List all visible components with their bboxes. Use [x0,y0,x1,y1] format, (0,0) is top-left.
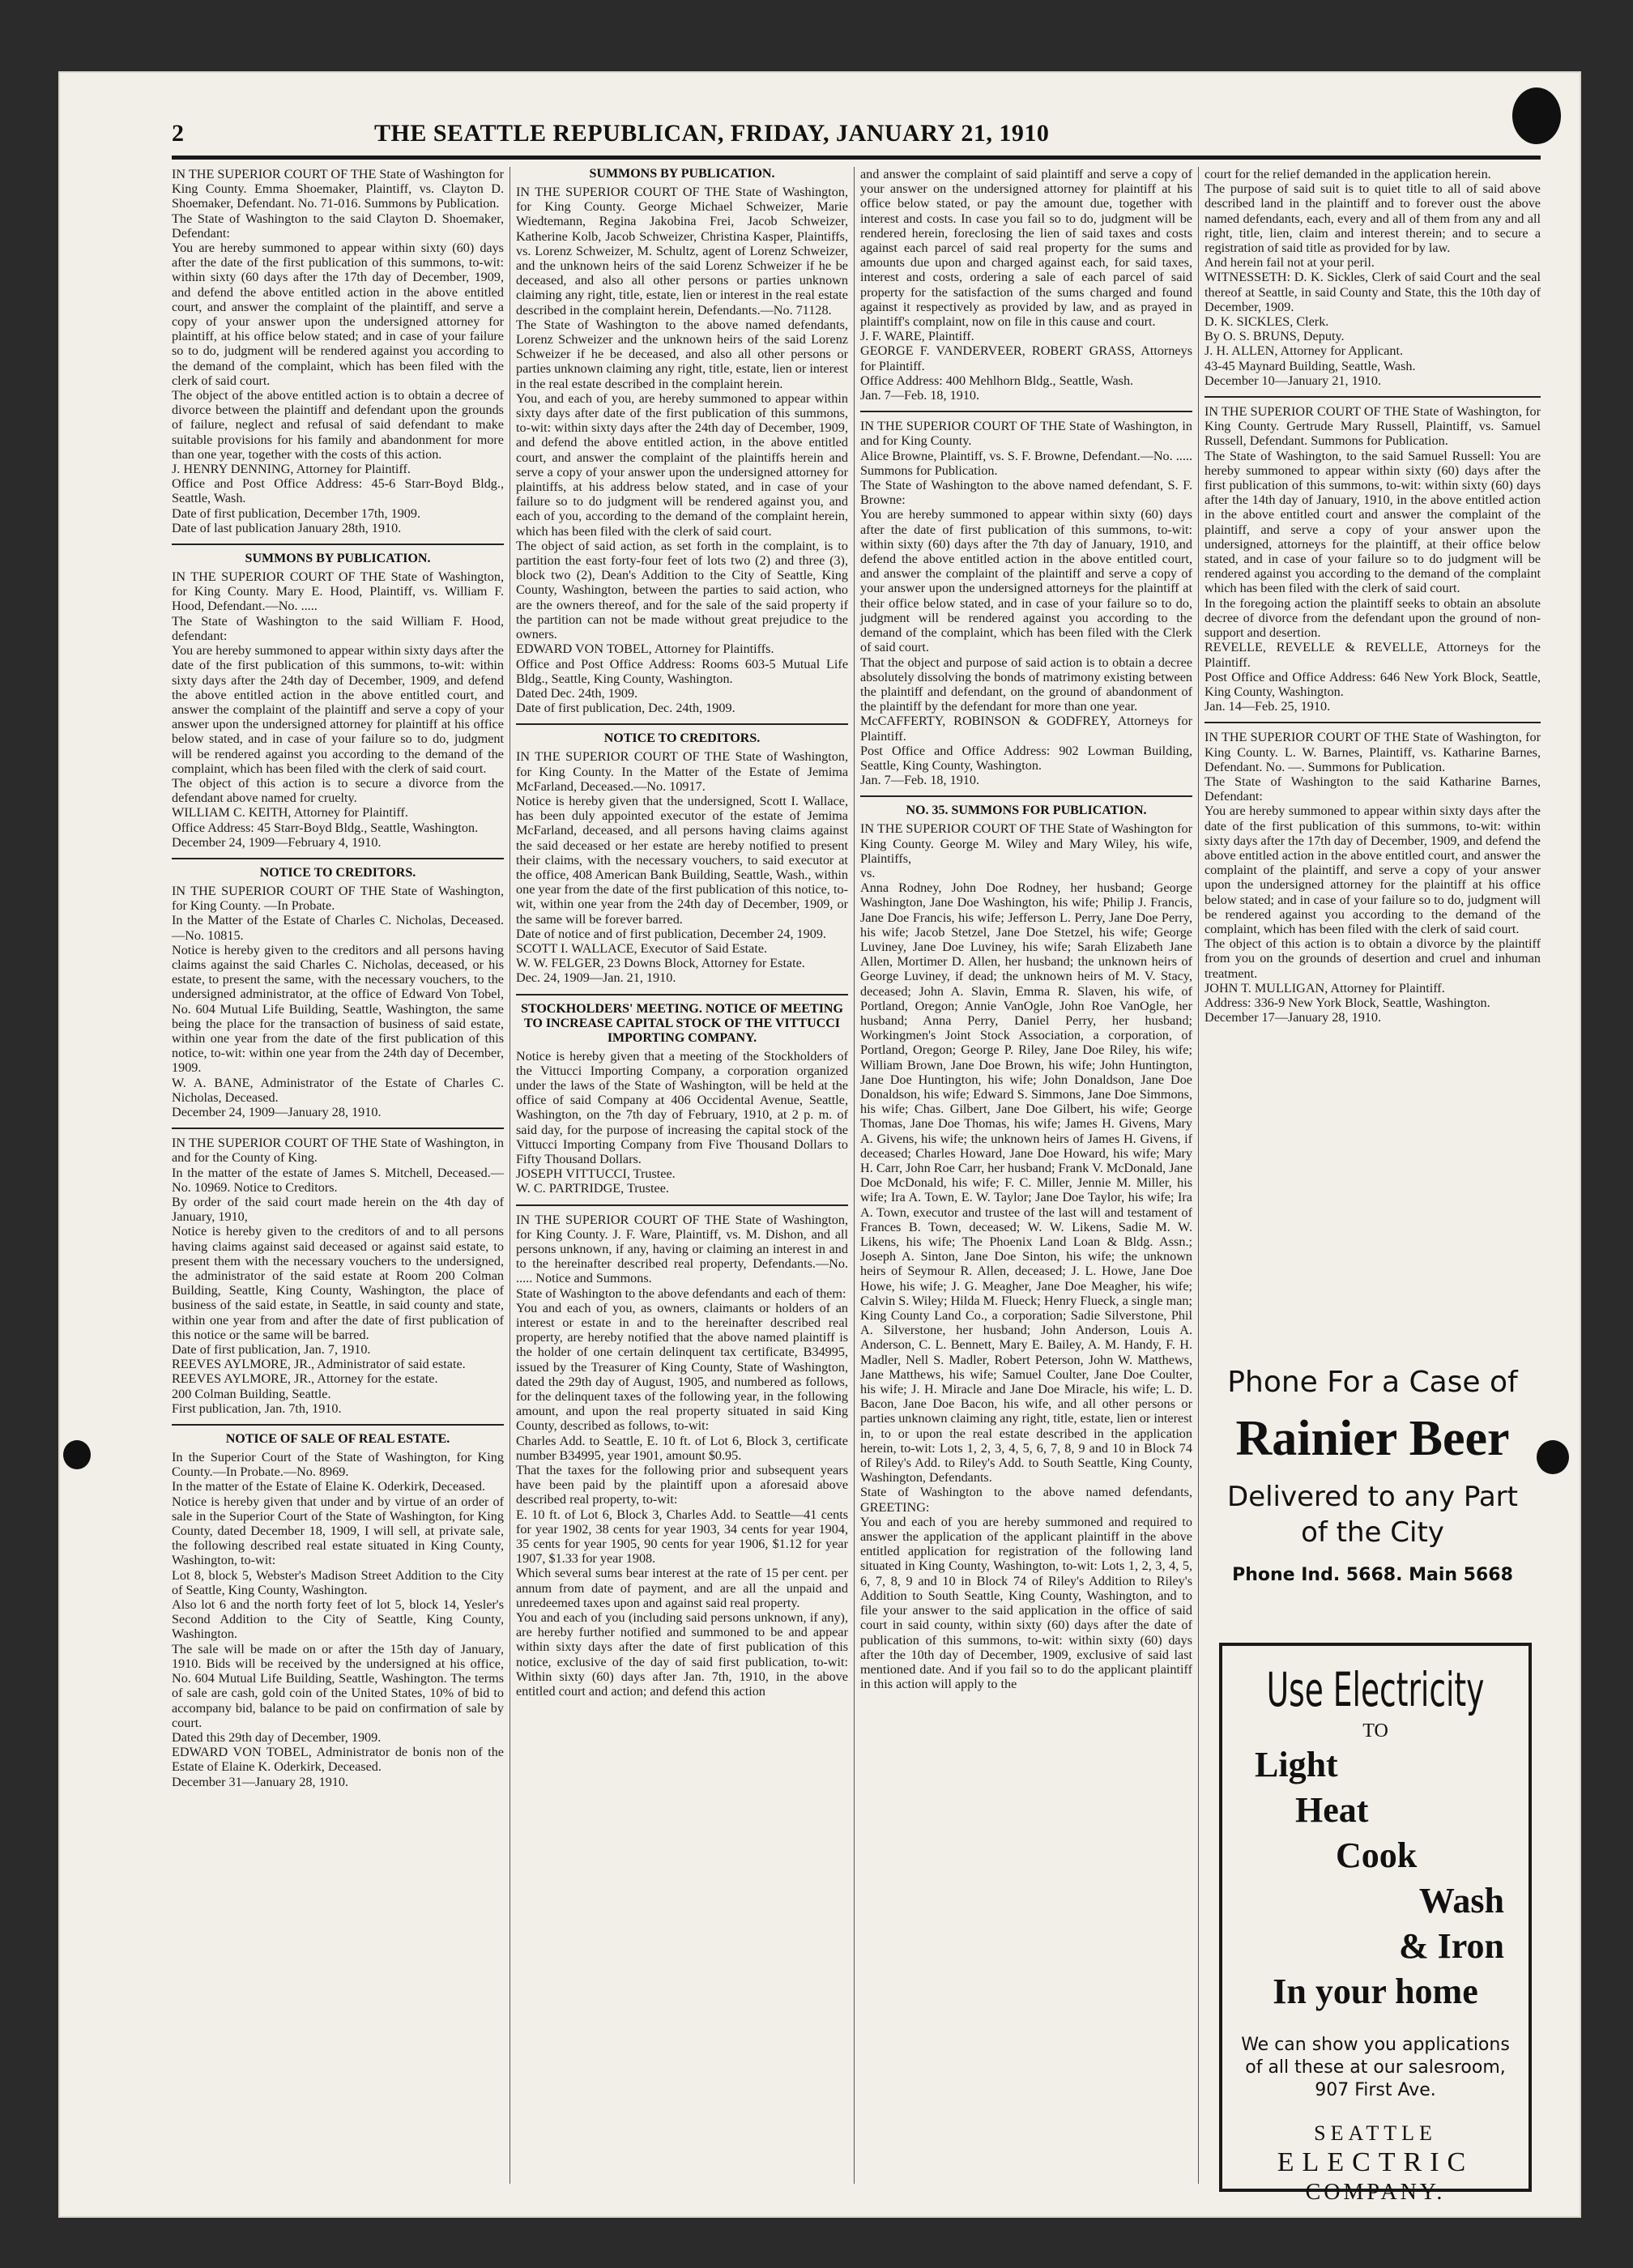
ad-word: In your home [1273,1972,1478,2011]
notice-separator [172,544,504,545]
column-divider [854,167,855,2184]
notice-heading: SUMMONS BY PUBLICATION. [589,167,775,181]
seattle-electric-ad [1219,1643,1532,2205]
ink-blot [1537,1440,1569,1474]
notice-separator [516,994,848,995]
notice-heading: STOCKHOLDERS' MEETING. NOTICE OF MEETING TO INCREASE CAPITAL STOCK OF THE VITTUCCI IMPORTING COMPANY. [521,1001,843,1045]
notice-heading: NOTICE TO CREDITORS. [603,731,761,746]
notice-separator [172,1424,504,1426]
notice-separator [172,1128,504,1129]
legal-notice: and answer the complaint of said plaintiff and serve a copy of your answer on the undersigned attorney for plaintiff at his office below stated, or pay the amount due, together with interest and costs. In case you fail so to do, judgment will be rendered herein, foreclosing the lien of said taxes and costs against each parcel of said real property for the sums and amounts due upon and charged against each, for said taxes, interest and costs, ordering a sale of each parcel of said property for the satisfaction of the sums charged and found against it respectively as provided by law, and as prayed in plaintiff's complaint, now on file in this cause and court. J. F. WARE, Plaintiff. GEORGE F. VANDERVEER, ROBERT GRASS, Attorneys for Plaintiff. Office Address: 400 Mehlhorn Bldg., Seattle, Wash. Jan. 7—Feb. 18, 1910. [860,167,1192,403]
column-4-notices [1204,167,1541,1341]
ad-body: We can show you applications of all these at our salesroom, 907 First Ave. [1241,2035,1510,2100]
newspaper-page [58,71,1581,2218]
ad-word: Heat [1295,1790,1369,1830]
ad-headline: Use Electricity [1266,1662,1485,1717]
legal-notice: IN THE SUPERIOR COURT OF THE State of Washington, for King County. J. F. Ware, Plaintiff, vs. M. Dishon, and all persons unknown, if any, having or claiming an interest in and to the hereinafter described real property, Defendants.—No. ..... Notice and Summons. State of Washington to the above defendants and each of them: You and each of you, as owners, claimants or holders of an interest or estate in and to the hereinafter described real property, are hereby notified that the above named plaintiff is the holder of one certain delinquent tax certificate, B34995, issued by the Treasurer of King County, State of Washington, dated the 29th day of August, 1905, and numbered as follows, for the delinquent taxes of the following year, in the following amount, and upon the real property situated in said King County, described as follows, to-wit: Charles Add. to Seattle, E. 10 ft. of Lot 6, Block 3, certificate number B34995, year 1901, amount $0.95. That the taxes for the following prior and subsequent years have been paid by the plaintiff upon a aforesaid above described real property, to-wit: E. 10 ft. of Lot 6, Block 3, Charles Add. to Seattle—41 cents for year 1902, 38 cents for year 1903, 34 cents for year 1904, 35 cents for year 1905, 90 cents for year 1906, $1.12 for year 1907, $1.33 for year 1908. Which several sums bear interest at the rate of 15 per cent. per annum from date of payment, and are all the unpaid and unredeemed taxes upon and against said real property. You and each of you (including said persons unknown, if any), are hereby further notified and summoned to be and appear within sixty days after the date of first publication of this notice, exclusive of the day of said first publication, to-wit: Within sixty (60) days after Jan. 7th, 1910, in the above entitled court and action; and defend this action [516,1212,848,1699]
notice-separator [860,795,1192,797]
notice-heading: NOTICE OF SALE OF REAL ESTATE. [225,1432,450,1447]
legal-notice: IN THE SUPERIOR COURT OF THE State of Washington, in and for King County. Alice Browne, Plaintiff, vs. S. F. Browne, Defendant.—No. ..... Summons for Publication. The State of Washington to the above named defendant, S. F. Browne: You are hereby summoned to appear within sixty (60) days after the date of first publication of this summons, to-wit: within sixty (60) days after the 7th day of January, 1910, and defend the above entitled action in the above entitled court, and answer the complaint of the plaintiff and serve a copy of your answer upon the undersigned attorneys for the plaintiff at their office below stated, and in case of your failure so to do, judgment will be rendered against you according to the demand of the complaint, which has been filed with the Clerk of said court. That the object and purpose of said action is to obtain a decree absolutely dissolving the bonds of matrimony existing between the plaintiff and defendant, on the ground of abandonment of the plaintiff by the defendant for more than one year. McCAFFERTY, ROBINSON & GODFREY, Attorneys for Plaintiff. Post Office and Office Address: 902 Lowman Building, Seattle, King County, Washington. Jan. 7—Feb. 18, 1910. [860,419,1192,788]
legal-notice: IN THE SUPERIOR COURT OF THE State of Washington, for King County. —In Probate. In the Matter of the Estate of Charles C. Nicholas, Deceased.—No. 10815. Notice is hereby given to the creditors and all persons having claims against the said Charles C. Nicholas, deceased, or his estate, to present the same, with the necessary vouchers, to the undersigned administrator, at the office of Edward Von Tobel, No. 604 Mutual Life Building, Seattle, Washington, the same being the place for the transaction of business of said estate, within one year from the date of the first publication of this notice, to-wit: within one year from the 24th day of December, 1909. W. A. BANE, Administrator of the Estate of Charles C. Nicholas, Deceased. December 24, 1909—January 28, 1910. [172,883,504,1119]
masthead-rule [172,156,1541,160]
notice-separator [860,411,1192,412]
ad-line: Delivered to any Part [1227,1481,1518,1513]
legal-notice: IN THE SUPERIOR COURT OF THE State of Washington, for King County. L. W. Barnes, Plaintiff, vs. Katharine Barnes, Defendant. No. —. Summons for Publication. The State of Washington to the said Katharine Barnes, Defendant: You are hereby summoned to appear within sixty days after the date of the first publication of this summons, to-wit: within sixty days after the 17th day of December, 1909, and defend the above entitled action in the above entitled court, and answer the complaint of the plaintiff, and serve a copy of your answer upon the undersigned attorney for the plaintiff at his office below stated; and in case of your failure so to do, judgment will be rendered against you according to the demand of the complaint, which has been filed with the clerk of said court. The object of this action is to obtain a divorce by the plaintiff from you on the grounds of desertion and cruel and inhuman treatment. JOHN T. MULLIGAN, Attorney for Plaintiff. Address: 336-9 New York Block, Seattle, Washington. December 17—January 28, 1910. [1204,730,1541,1025]
ad-phone: Phone Ind. 5668. Main 5668 [1232,1565,1513,1585]
ad-word: Light [1255,1745,1338,1784]
ad-word: Cook [1336,1835,1418,1875]
ad-line: of the City [1301,1516,1444,1549]
page-content [172,120,1541,2205]
column-1 [172,167,504,2184]
page-number: 2 [172,120,184,147]
legal-notice: IN THE SUPERIOR COURT OF THE State of Washington, for King County. In the Matter of the Estate of Jemima McFarland, Deceased.—No. 10917. Notice is hereby given that the undersigned, Scott I. Wallace, has been duly appointed executor of the estate of Jemima McFarland, deceased, and all persons having claims against the said deceased or her estate are hereby notified to present their claims, with the necessary vouchers, to said executor at the office, 408 American Bank Building, Seattle, Wash., within one year from the date of the first publication of this notice, to-wit, within one year from the 24th day of December, 1909, or the same will be forever barred. Date of notice and of first publication, December 24, 1909. SCOTT I. WALLACE, Executor of Said Estate. W. W. FELGER, 23 Downs Block, Attorney for Estate. Dec. 24, 1909—Jan. 21, 1910. [516,749,848,986]
ad-company: SEATTLE [1314,2121,1437,2145]
notice-heading: NO. 35. SUMMONS FOR PUBLICATION. [906,804,1147,818]
notice-heading: NOTICE TO CREDITORS. [259,865,416,880]
legal-notice: Notice is hereby given that a meeting of the Stockholders of the Vittucci Importing Company, a corporation organized under the laws of the State of Washington, will be held at the office of said Company at 406 Occidental Avenue, Seattle, Washington, on the 7th day of February, 1910, at 2 p. m. of said day, for the purpose of increasing the capital stock of the Vittucci Importing Company from Five Thousand Dollars to Fifty Thousand Dollars. JOSEPH VITTUCCI, Trustee. W. C. PARTRIDGE, Trustee. [516,1048,848,1196]
ad-line: Phone For a Case of [1227,1366,1518,1399]
masthead [172,120,1541,149]
legal-notice: IN THE SUPERIOR COURT OF THE State of Washington, for King County. Gertrude Mary Russell, Plaintiff, vs. Samuel Russell, Defendant. Summons for Publication. The State of Washington, to the said Samuel Russell: You are hereby summoned to appear within sixty (60) days after the first publication of this summons, to-wit: within sixty (60) days after the 14th day of January, 1910, in the above entitled action in the above entitled court and answer the complaint of the plaintiff, and serve a copy of your answer upon the undersigned, attorneys for the plaintiff, at their office below stated, and in case of your failure so to do judgment will be rendered against you according to the demand of the complaint which has been filed with the clerk of said court. In the foregoing action the plaintiff seeks to obtain an absolute decree of divorce from the defendant upon the ground of non-support and desertion. REVELLE, REVELLE & REVELLE, Attorneys for the Plaintiff. Post Office and Office Address: 646 New York Block, Seattle, King County, Washington. Jan. 14—Feb. 25, 1910. [1204,404,1541,714]
masthead-title: THE SEATTLE REPUBLICAN, FRIDAY, JANUARY 21, 1910 [374,120,1050,147]
notice-separator [172,858,504,859]
rainier-beer-ad [1204,1358,1541,1625]
notice-separator [516,1204,848,1206]
column-4 [1204,167,1541,2205]
ad-brand: Rainier Beer [1235,1411,1510,1466]
ink-blot [1512,87,1561,144]
ink-blot [63,1440,91,1469]
ad-company: COMPANY. [1305,2180,1446,2205]
notice-separator [1204,396,1541,398]
column-divider [1198,167,1199,2184]
ad-company: ELECTRIC [1277,2147,1474,2177]
legal-notice: IN THE SUPERIOR COURT OF THE State of Washington for King County. Emma Shoemaker, Plaintiff, vs. Clayton D. Shoemaker, Defendant. No. 71-016. Summons by Publication. The State of Washington to the said Clayton D. Shoemaker, Defendant: You are hereby summoned to appear within sixty (60) days after the date of the first publication of this summons, to-wit: within sixty (60 days after the 17th day of December, 1909, and defend the above entitled action in the above entitled court, and answer the complaint of the plaintiff, and serve a copy of your answer upon the undersigned attorney for plaintiff, at his office below stated; and in case of your failure so to do, judgment will be rendered against you according to the demand of the complaint, which has been filed with the clerk of said court. The object of the above entitled action is to obtain a decree of divorce between the plaintiff and defendant upon the grounds of failure, neglect and refusal of said defendant to make suitable provisions for his family and abandonment for more than one year, together with the costs of this action. J. HENRY DENNING, Attorney for Plaintiff. Office and Post Office Address: 45-6 Starr-Boyd Bldg., Seattle, Wash. Date of first publication, December 17th, 1909. Date of last publication January 28th, 1910. [172,167,504,535]
column-3 [860,167,1192,2184]
notice-separator [1204,722,1541,723]
legal-notice: IN THE SUPERIOR COURT OF THE State of Washington for King County. George M. Wiley and Mary Wiley, his wife, Plaintiffs, vs. Anna Rodney, John Doe Rodney, her husband; George Washington, Jane Doe Washington, his wife; Philip J. Francis, Jane Doe Francis, his wife; Jefferson L. Perry, Jane Doe Perry, his wife; Jacob Stetzel, Jane Doe Stetzel, his wife; George Luviney, Jane Doe Luviney, his wife; Sarah Elizabeth Jane Allen, Mortimer D. Allen, her husband; the unknown heirs of George Luviney, if dead; the unknown heirs of M. V. Stacy, deceased; John A. Slavin, Emma R. Slaven, his wife, of Portland, Oregon; Annie VanOgle, John Roe VanOgle, her husband; Anna Perry, Daniel Perry, her husband; Workingmen's Joint Stock Association, a corporation, of Portland, Oregon; George P. Riley, Jane Doe Riley, his wife; William Brown, Jane Doe Brown, his wife; John Huntington, Jane Doe Huntington, his wife; John Donaldson, Jane Doe Donaldson, his wife; Edward S. Simmons, Jane Doe Simmons, his wife; Chas. Gilbert, Jane Doe Gilbert, his wife; George Thomas, Jane Doe Thomas, his wife; James H. Givens, Mary A. Givens, his wife; the unknown heirs of James H. Givens, if deceased; Charles Howard, Jane Doe Howard, his wife; Mary H. Carr, John Roe Carr, her husband; Frank V. McDonald, Jane Doe McDonald, his wife; F. C. Miller, Jennie M. Miller, his wife; Ira A. Town, E. W. Taylor; Jane Doe Taylor, his wife; Ira A. Town, executor and trustee of the last will and testament of Frances B. Town, deceased; W. W. Likens, Sadie M. W. Likens, his wife; The Phoenix Land Loan & Bldg. Assn.; Joseph A. Sinton, Jane Doe Sinton, his wife; the unknown heirs of Seymour R. Allen, deceased; J. L. Howe, Jane Doe Howe, his wife; J. G. Meagher, Jane Doe Meagher, his wife; Calvin S. Wiley; Hilda M. Flueck; Henry Flueck, a single man; King County Land Co., a corporation; Sadie Silverstone, Phil A. Silverstone, her husband; John Anderson, Louis A. Anderson, C. L. Bennett, Mary E. Bailey, A. M. Handy, F. H. Madler, Nell S. Madler, Robert Peterson, John W. Matthews, Jane Matthews, his wife; Samuel Coulter, Jane Doe Coulter, his wife; J. H. Miracle and Jane Doe Miracle, his wife; L. D. Bacon, Jane Doe Bacon, his wife, and all other persons or parties unknown claiming any right, title, estate, lien or interest in, to or upon the real estate described in the application herein, to-wit: Lots 1, 2, 3, 4, 5, 6, 7, 8, 9 and 10 in Block 74 of Riley's Add. to Riley's Add. to South Seattle, King County, Washington, Defendants. State of Washington to the above named defendants, GREETING: You and each of you are hereby summoned and required to answer the application of the applicant plaintiff in the above entitled application for registration of the following land situated in King County, Washington, to-wit: Lots 1, 2, 3, 4, 5, 6, 7, 8, 9 and 10 in Block 74 of Riley's Addition to Riley's Addition to South Seattle, King County, Washington, and to file your answer to the said application in the office of said court in said county, within sixty (60) days after the date of publication of this summons, to-wit: within sixty (60) days after the 10th day of December, 1909, exclusive of said last mentioned date. And if you fail so to do the applicant plaintiff in this action will apply to the [860,821,1192,1692]
legal-notice: In the Superior Court of the State of Washington, for King County.—In Probate.—No. 8969. In the matter of the Estate of Elaine K. Oderkirk, Deceased. Notice is hereby given that under and by virtue of an order of sale in the Superior Court of the State of Washington, for King County, dated December 18, 1909, I will sell, at private sale, the following described real estate situated in King County, Washington, to-wit: Lot 8, block 5, Webster's Madison Street Addition to the City of Seattle, King County, Washington. Also lot 6 and the north forty feet of lot 5, block 14, Yesler's Second Addition to the City of Seattle, King County, Washington. The sale will be made on or after the 15th day of January, 1910. Bids will be received by the undersigned at his office, No. 604 Mutual Life Building, Seattle, Washington. The terms of sale are cash, gold coin of the United States, 10% of bid to accompany bid, balance to be paid on confirmation of sale by court. Dated this 29th day of December, 1909. EDWARD VON TOBEL, Administrator de bonis non of the Estate of Elaine K. Oderkirk, Deceased. December 31—January 28, 1910. [172,1450,504,1789]
ad-word: Wash [1418,1881,1504,1921]
notice-heading: SUMMONS BY PUBLICATION. [245,552,431,566]
legal-notice: IN THE SUPERIOR COURT OF THE State of Washington, for King County. Mary E. Hood, Plaintiff, vs. William F. Hood, Defendant.—No. ..... The State of Washington to the said William F. Hood, defendant: You are hereby summoned to appear within sixty days after the date of the first publication of this summons, to-wit: within sixty days after the 24th day of December, 1909, and defend the above entitled action in the above entitled court, and answer the complaint of the plaintiff and serve a copy of your answer upon the undersigned attorney for plaintiff at his office below stated, and in case of your failure so to do, judgment will be rendered against you according to the demand of the complaint, which has been filed with the clerk of said court. The object of this action is to secure a divorce from the defendant above named for cruelty. WILLIAM C. KEITH, Attorney for Plaintiff. Office Address: 45 Starr-Boyd Bldg., Seattle, Washington. December 24, 1909—February 4, 1910. [172,569,504,850]
ad-word: & Iron [1399,1926,1504,1966]
legal-notice: IN THE SUPERIOR COURT OF THE State of Washington, in and for the County of King. In the matter of the estate of James S. Mitchell, Deceased.—No. 10969. Notice to Creditors. By order of the said court made herein on the 4th day of January, 1910, Notice is hereby given to the creditors of and to all persons having claims against said deceased or against said estate, to present them with the necessary vouchers to the undersigned, the administrator of the said estate at Room 200 Colman Building, Seattle, King County, Washington, the place of business of the said estate, in Seattle, in said county and state, within one year from and after the date of first publication of this notice or the same will be barred. Date of first publication, Jan. 7, 1910. REEVES AYLMORE, JR., Administrator of said estate. REEVES AYLMORE, JR., Attorney for the estate. 200 Colman Building, Seattle. First publication, Jan. 7th, 1910. [172,1136,504,1416]
notice-separator [516,723,848,725]
legal-notice: IN THE SUPERIOR COURT OF THE State of Washington, for King County. George Michael Schweizer, Marie Wiedtemann, Regina Jakobina Frei, Jacob Schweizer, Katherine Kolb, Jacob Schweizer, Christina Kasper, Plaintiffs, vs. Lorenz Schweizer, M. Schultz, agent of Lorenz Schweizer, and the unknown heirs of the said Lorenz Schweizer if he be deceased, and also all other persons or parties unknown claiming any right, title, estate, lien or interest in the real estate described in the complaint herein, Defendants.—No. 71128. The State of Washington to the above named defendants, Lorenz Schweizer and the unknown heirs of the said Lorenz Schweizer if he be deceased, and also all other persons or parties unknown claiming any right, title, estate, lien or interest in the real estate described in the complaint herein. You, and each of you, are hereby summoned to appear within sixty days after date of the first publication of this summons, to-wit: within sixty days after the 24th day of December, 1909, and defend the above entitled action, in the above entitled court, and answer the complaint of the plaintiffs herein and serve a copy of your answer upon the undersigned attorney for plaintiffs, at his address below stated, and in case of your failure so to do judgment will be rendered against you, and each of you, according to the demand of the complaint herein, which has been filed with the clerk of said court. The object of said action, as set forth in the complaint, is to partition the east forty-four feet of lots two (2) and three (3), block two (2), Dean's Addition to the City of Seattle, King County, Washington, between the parties to said action, who are the owners thereof, and for the sale of the said property if the partition can not be made without great prejudice to the owners. EDWARD VON TOBEL, Attorney for Plaintiffs. Office and Post Office Address: Rooms 603-5 Mutual Life Bldg., Seattle, King County, Washington. Dated Dec. 24th, 1909. Date of first publication, Dec. 24th, 1909. [516,185,848,716]
column-2 [516,167,848,2184]
legal-notice: court for the relief demanded in the application herein. The purpose of said suit is to quiet title to all of said above described land in the plaintiff and to forever oust the above named defendants, each, every and all of them from any and all right, title, lien, claim and interest therein; and to secure a registration of said title as provided for by law. And herein fail not at your peril. WITNESSETH: D. K. Sickles, Clerk of said Court and the seal thereof at Seattle, in said County and State, this the 10th day of December, 1909. D. K. SICKLES, Clerk. By O. S. BRUNS, Deputy. J. H. ALLEN, Attorney for Applicant. 43-45 Maynard Building, Seattle, Wash. December 10—January 21, 1910. [1204,167,1541,388]
ad-line: TO [1362,1720,1388,1742]
